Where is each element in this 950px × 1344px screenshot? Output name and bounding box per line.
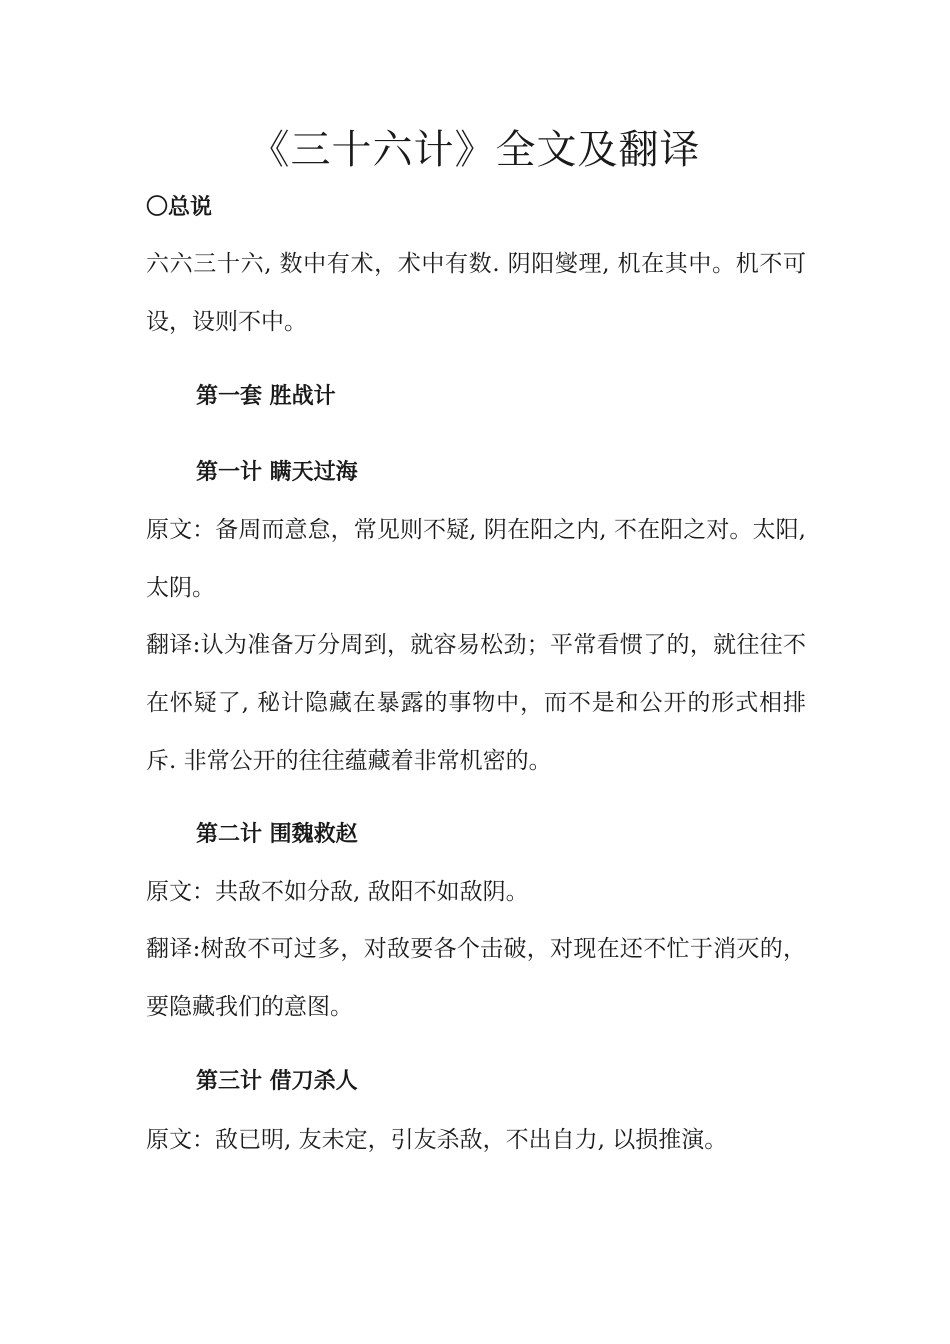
stratagem-3-heading: 第三计 借刀杀人 — [196, 1069, 358, 1094]
stratagem-3-original: 原文：敌已明, 友未定，引友杀敌，不出自力, 以损推演。 — [146, 1127, 728, 1153]
document-title: 《三十六计》全文及翻译 — [249, 127, 701, 173]
intro-paragraph: 六六三十六, 数中有术，术中有数. 阴阳燮理, 机在其中。机不可设，设则不中。 — [146, 251, 806, 335]
stratagem-1-heading: 第一计 瞒天过海 — [196, 460, 358, 485]
intro-heading: 〇总说 — [146, 195, 213, 220]
stratagem-1-original: 原文：备周而意怠，常见则不疑, 阴在阳之内, 不在阳之对。太阳, 太阴。 — [146, 517, 806, 601]
set-heading: 第一套 胜战计 — [196, 384, 336, 409]
stratagem-1-translation: 翻译:认为准备万分周到，就容易松劲；平常看惯了的，就往往不在怀疑了, 秘计隐藏在暴露的事物中，而不是和公开的形式相排斥. 非常公开的往往蕴藏着非常机密的。 — [146, 632, 806, 774]
stratagem-2-translation: 翻译:树敌不可过多，对敌要各个击破，对现在还不忙于消灭的，要隐藏我们的意图。 — [146, 936, 806, 1020]
stratagem-2-original: 原文：共敌不如分敌, 敌阳不如敌阴。 — [146, 879, 529, 905]
stratagem-2-heading: 第二计 围魏救赵 — [196, 822, 358, 847]
